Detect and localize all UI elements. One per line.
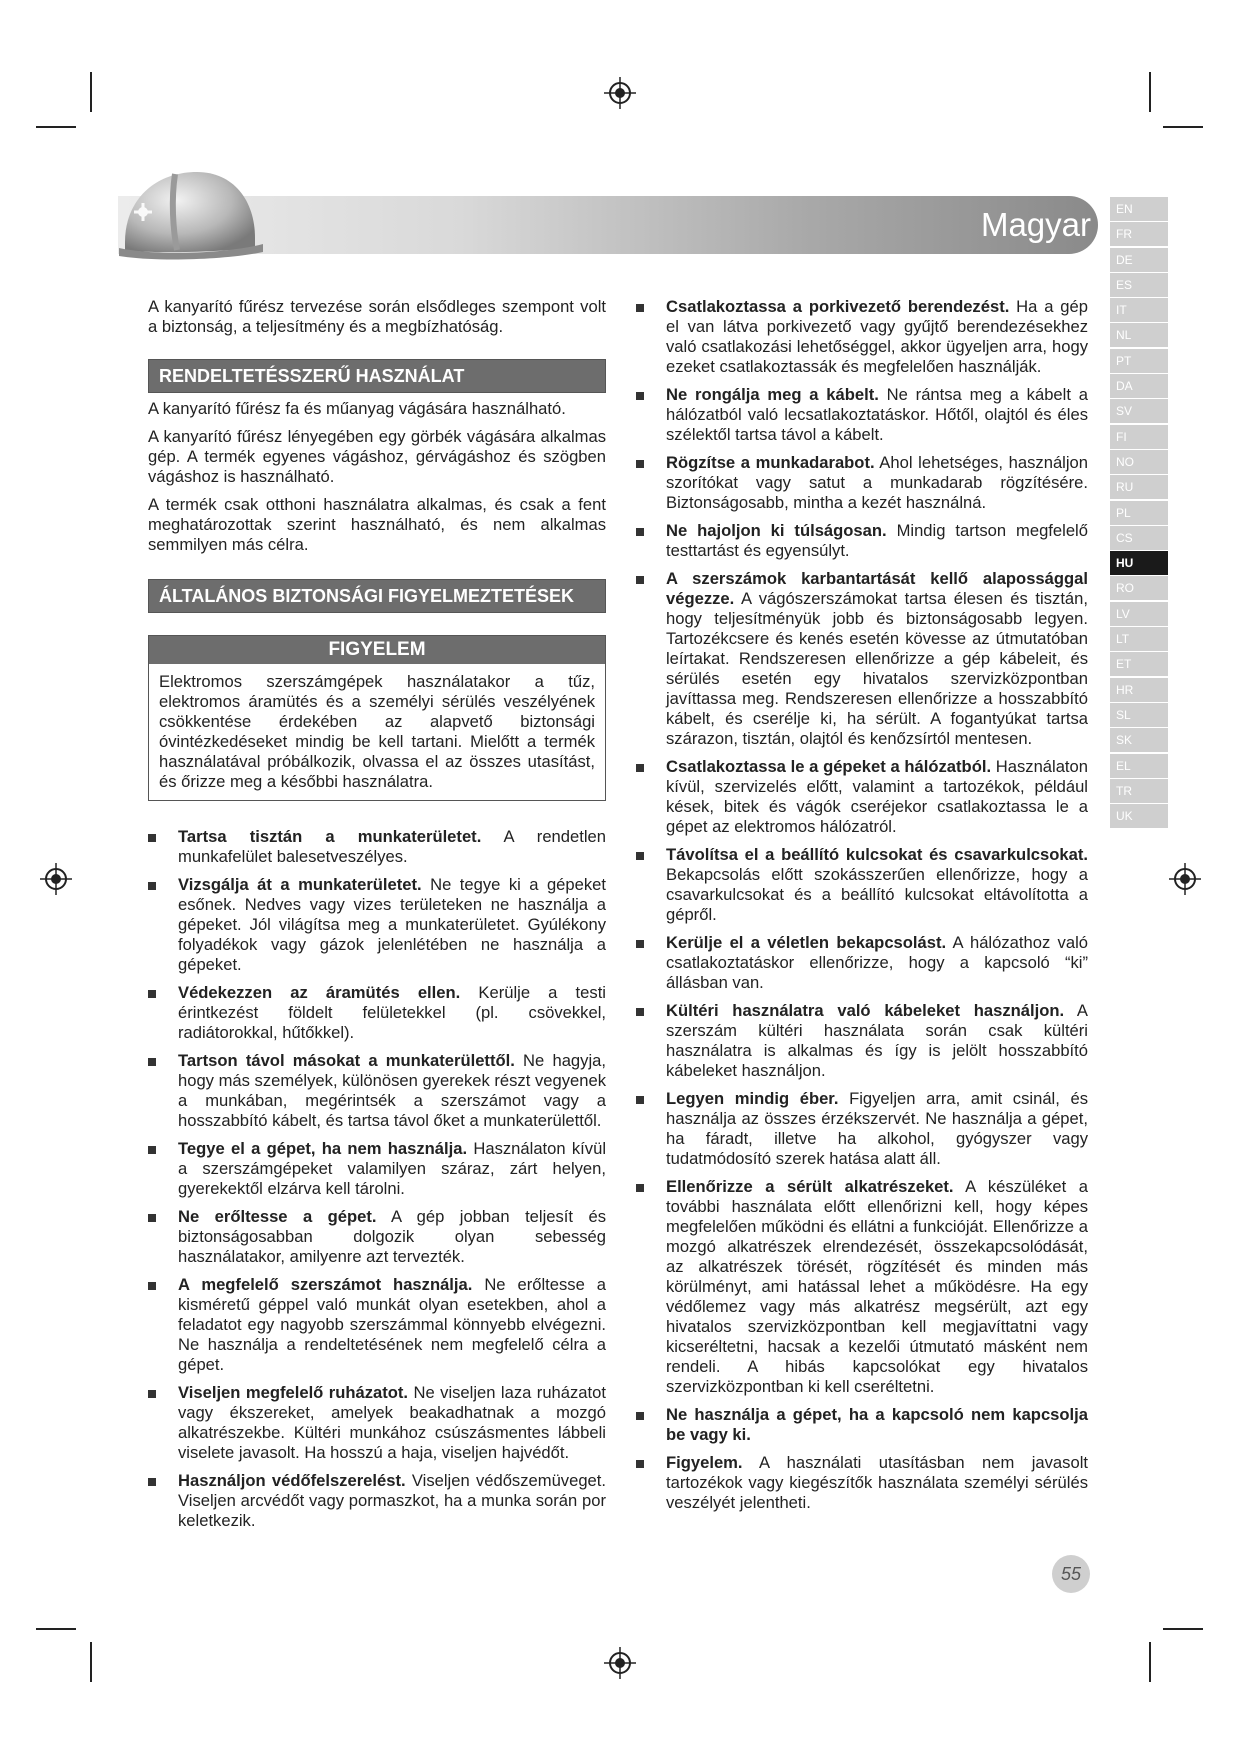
bullet-text: Ahol lehetséges, használjon szorítókat vagy satut a munkadarab rögzítésére. Biztonságosabb, mintha a kezét használná. bbox=[666, 453, 1088, 512]
bullet-text: Ha a gép el van látva porkivezető vagy gyűjtő berendezésekhez való csatlakozási lehetőséggel, akkor ügyeljen arra, hogy ezeket csatlakoztassák és megfelelően használják. bbox=[666, 297, 1088, 376]
language-tab-es: ES bbox=[1110, 273, 1168, 297]
registration-mark-icon bbox=[603, 76, 637, 110]
crop-mark bbox=[90, 1642, 92, 1682]
language-tab-fr: FR bbox=[1110, 222, 1168, 246]
bullet-heading: Ne rongálja meg a kábelt. bbox=[666, 385, 879, 404]
language-tab-hu: HU bbox=[1110, 551, 1168, 575]
bullet-item bbox=[148, 983, 606, 1043]
bullet-text: Ne viseljen laza ruházatot vagy ékszereket, amelyek beakadhatnak a mozgó alkatrészekbe. Kültéri munkához csúszásmentes lábbeli viselete javasolt. Ha hosszú a haja, viseljen hajvédőt. bbox=[178, 1383, 606, 1462]
bullet-item bbox=[636, 521, 1088, 561]
crop-mark bbox=[1149, 72, 1151, 112]
bullet-heading: Távolítsa el a beállító kulcsokat és csavarkulcsokat. bbox=[666, 845, 1088, 864]
warning-title: FIGYELEM bbox=[149, 636, 605, 664]
bullet-heading: Használjon védőfelszerelést. bbox=[178, 1471, 406, 1490]
language-tab-it: IT bbox=[1110, 298, 1168, 322]
bullet-heading: Csatlakoztassa a porkivezető berendezést. bbox=[666, 297, 1010, 316]
language-tab-ru: RU bbox=[1110, 475, 1168, 499]
bullet-text: A vágószerszámokat tartsa élesen és tisztán, hogy teljesítményük jobb és biztonságosabb legyen. Tartozékcsere és kenés esetén kövesse az útmutatóban leírtakat. Rendszeresen ellenőrizze a gép kábeleit, és sérülés esetén egy hivatalos szervizközpontban javíttassa meg. Rendszeresen ellenőrizze a hosszabbító kábelt, és cserélje ki, ha sérült. A fogantyúkat tartsa szárazon, tisztán, olajtól és kenőzsírtól mentesen. bbox=[666, 589, 1088, 748]
section-title-general-safety: ÁLTALÁNOS BIZTONSÁGI FIGYELMEZTETÉSEK bbox=[148, 579, 606, 613]
language-tab-en: EN bbox=[1110, 197, 1168, 221]
right-bullet-list bbox=[636, 297, 1088, 1513]
language-tab-pl: PL bbox=[1110, 501, 1168, 525]
bullet-text: Figyeljen arra, amit csinál, és használja az összes érzékszervét. Ne használja a gépet, ha fáradt, illetve ha alkohol, gyógyszer vagy tudatmódosító szerek hatása alatt áll. bbox=[666, 1089, 1088, 1168]
header-banner bbox=[118, 196, 1098, 254]
bullet-heading: Tartson távol másokat a munkaterülettől. bbox=[178, 1051, 515, 1070]
language-tab-pt: PT bbox=[1110, 349, 1168, 373]
bullet-heading: A szerszámok karbantartását kellő alapossággal végezze. bbox=[666, 569, 1088, 608]
bullet-item bbox=[148, 1471, 606, 1531]
bullet-item bbox=[148, 1051, 606, 1131]
language-tab-et: ET bbox=[1110, 652, 1168, 676]
crop-mark bbox=[1149, 1642, 1151, 1682]
bullet-item bbox=[148, 1275, 606, 1375]
bullet-text: Ne tegye ki a gépeket esőnek. Nedves vagy vizes területeken ne használja a gépeket. Jól világítsa meg a munkaterületet. Gyúlékony folyadékok vagy gázok jelenlétében ne használja a gépeket. bbox=[178, 875, 606, 974]
bullet-heading: Viseljen megfelelő ruházatot. bbox=[178, 1383, 409, 1402]
language-tab-tr: TR bbox=[1110, 779, 1168, 803]
bullet-text: Viseljen védőszemüveget. Viseljen arcvédőt vagy pormaszkot, ha a munka során por keletkezik. bbox=[178, 1471, 607, 1530]
bullet-heading: Csatlakoztassa le a gépeket a hálózatból. bbox=[666, 757, 992, 776]
bullet-item bbox=[636, 297, 1088, 377]
language-tab-da: DA bbox=[1110, 374, 1168, 398]
warning-text: Elektromos szerszámgépek használatakor a tűz, elektromos áramütés és a személyi sérülés veszélyének csökkentése érdekében az alapvető biztonsági óvintézkedéseket mindig be kell tartani. Mielőtt a termék használatával próbálkozik, olvassa el az összes utasítást, és őrizze meg a későbbi használatra. bbox=[159, 672, 595, 791]
registration-mark-icon bbox=[603, 1646, 637, 1680]
intro-paragraph: A kanyarító fűrész tervezése során elsődleges szempont volt a biztonság, a teljesítmény és a megbízhatóság. bbox=[148, 297, 606, 336]
bullet-heading: A megfelelő szerszámot használja. bbox=[178, 1275, 473, 1294]
bullet-heading: Figyelem. bbox=[666, 1453, 743, 1472]
bullet-text: A szerszám kültéri használata során csak kültéri használatra is alkalmas és így is jelölt hosszabbító kábeleket használjon. bbox=[666, 1001, 1088, 1080]
bullet-heading: Ne használja a gépet, ha a kapcsoló nem kapcsolja be vagy ki. bbox=[666, 1405, 1088, 1444]
right-column bbox=[636, 297, 1088, 1521]
bullet-text: A hálózathoz való csatlakoztatáskor ellenőrizze, hogy a kapcsoló “ki” állásban van. bbox=[666, 933, 1088, 992]
bullet-heading: Ne erőltesse a gépet. bbox=[178, 1207, 377, 1226]
bullet-item bbox=[636, 1453, 1088, 1513]
bullet-item bbox=[636, 569, 1088, 749]
bullet-item bbox=[636, 1001, 1088, 1081]
bullet-heading: Legyen mindig éber. bbox=[666, 1089, 839, 1108]
crop-mark bbox=[36, 1628, 76, 1630]
bullet-heading: Vizsgálja át a munkaterületet. bbox=[178, 875, 422, 894]
language-tab-lt: LT bbox=[1110, 627, 1168, 651]
helmet-icon bbox=[115, 160, 265, 260]
paragraph: A kanyarító fűrész fa és műanyag vágására használható. bbox=[148, 399, 566, 418]
page-number: 55 bbox=[1052, 1555, 1090, 1593]
bullet-item bbox=[636, 1405, 1088, 1445]
bullet-item bbox=[636, 1089, 1088, 1169]
bullet-text: Ne hagyja, hogy más személyek, különösen gyerekek részt vegyenek a munkában, megérintsék a szerszámot vagy a hosszabbító kábelt, és tartsa távol őket a munkaterülettől. bbox=[178, 1051, 606, 1130]
warning-box bbox=[148, 635, 606, 801]
bullet-text: Bekapcsolás előtt szokásszerűen ellenőrizze, hogy a csavarkulcsokat és a beállító kulcsokat eltávolította a gépről. bbox=[666, 865, 1088, 924]
language-tab-no: NO bbox=[1110, 450, 1168, 474]
bullet-heading: Rögzítse a munkadarabot. bbox=[666, 453, 875, 472]
bullet-text: Ne erőltesse a kisméretű géppel való munkát olyan esetekben, ahol a feladatot egy nagyobb szerszámmal könnyebb elvégezni. Ne használja a rendeltetésének nem megfelelő célra a gépet. bbox=[178, 1275, 606, 1374]
bullet-heading: Kerülje el a véletlen bekapcsolást. bbox=[666, 933, 947, 952]
bullet-item bbox=[148, 1383, 606, 1463]
language-tab-sl: SL bbox=[1110, 703, 1168, 727]
bullet-text: Használaton kívül a szerszámgépeket valamilyen száraz, zárt helyen, gyerekektől elzárva kell tárolni. bbox=[178, 1139, 606, 1198]
bullet-item bbox=[636, 757, 1088, 837]
crop-mark bbox=[36, 126, 76, 128]
bullet-item bbox=[148, 1139, 606, 1199]
bullet-text: A rendetlen munkafelület balesetveszélyes. bbox=[178, 827, 607, 866]
bullet-text: Használaton kívül, szervizelés előtt, valamint a tartozékok, például kések, bitek és vágók cseréjekor csatlakoztassa le a gépet az elektromos hálózatról. bbox=[666, 757, 1089, 836]
registration-mark-icon bbox=[1168, 862, 1202, 896]
crop-mark bbox=[1163, 1628, 1203, 1630]
paragraph: A termék csak otthoni használatra alkalmas, és csak a fent meghatározottak szerint használható, és nem alkalmas semmilyen más célra. bbox=[148, 495, 606, 554]
bullet-item bbox=[636, 453, 1088, 513]
bullet-item bbox=[636, 385, 1088, 445]
bullet-text: Kerülje a testi érintkezést földelt felületekkel (pl. csövekkel, radiátorokkal, hűtőkkel). bbox=[178, 983, 606, 1042]
page-language-title: Magyar bbox=[980, 206, 1091, 243]
language-tab-nl: NL bbox=[1110, 323, 1168, 347]
bullet-item bbox=[636, 1177, 1088, 1397]
language-tab-sv: SV bbox=[1110, 399, 1168, 423]
bullet-heading: Védekezzen az áramütés ellen. bbox=[178, 983, 461, 1002]
left-bullet-list bbox=[148, 827, 606, 1531]
left-column bbox=[148, 297, 606, 1539]
language-tab-uk: UK bbox=[1110, 804, 1168, 828]
language-tab-cs: CS bbox=[1110, 526, 1168, 550]
crop-mark bbox=[90, 72, 92, 112]
language-tab-ro: RO bbox=[1110, 576, 1168, 600]
bullet-text: Ne rántsa meg a kábelt a hálózatból való lecsatlakoztatáskor. Hőtől, olajtól és éles szélektől tartsa távol a kábelt. bbox=[666, 385, 1088, 444]
bullet-item bbox=[636, 933, 1088, 993]
bullet-text: Mindig tartson megfelelő testtartást és egyensúlyt. bbox=[666, 521, 1088, 560]
language-tab-fi: FI bbox=[1110, 425, 1168, 449]
language-tabs bbox=[1110, 197, 1168, 829]
crop-mark bbox=[1163, 126, 1203, 128]
bullet-heading: Tartsa tisztán a munkaterületet. bbox=[178, 827, 482, 846]
language-tab-sk: SK bbox=[1110, 728, 1168, 752]
language-tab-el: EL bbox=[1110, 754, 1168, 778]
section-title-intended-use: RENDELTETÉSSZERŰ HASZNÁLAT bbox=[148, 359, 606, 393]
bullet-item bbox=[636, 845, 1088, 925]
bullet-heading: Kültéri használatra való kábeleket használjon. bbox=[666, 1001, 1065, 1020]
language-tab-de: DE bbox=[1110, 248, 1168, 272]
bullet-item bbox=[148, 1207, 606, 1267]
bullet-heading: Ellenőrizze a sérült alkatrészeket. bbox=[666, 1177, 954, 1196]
bullet-text: A gép jobban teljesít és biztonságosabban dolgozik olyan sebesség használatakor, amilyenre azt tervezték. bbox=[178, 1207, 606, 1266]
language-tab-hr: HR bbox=[1110, 678, 1168, 702]
registration-mark-icon bbox=[39, 862, 73, 896]
language-tab-lv: LV bbox=[1110, 602, 1168, 626]
bullet-item bbox=[148, 827, 606, 867]
bullet-heading: Tegye el a gépet, ha nem használja. bbox=[178, 1139, 468, 1158]
paragraph: A kanyarító fűrész lényegében egy görbék vágására alkalmas gép. A termék egyenes vágáshoz, gérvágáshoz és szögben vágáshoz is használható. bbox=[148, 427, 606, 486]
bullet-item bbox=[148, 875, 606, 975]
bullet-text: A készüléket a további használata előtt ellenőrizni kell, hogy képes megfelelően működni és ellátni a funkcióját. Ellenőrizze a mozgó alkatrészek elrendezését, összekapcsolódását, az alkatrészek törését, rögzítését és minden más körülményt, ami hatással lehet a működésre. Ha egy védőlemez vagy más alkatrész megsérült, azt egy hivatalos szervizközpontban kell megjavíttatni vagy kicseréltetni, hacsak a kezelői útmutató másként nem rendeli. A hibás kapcsolókat egy hivatalos szervizközpontban ki kell cseréltetni. bbox=[666, 1177, 1088, 1396]
bullet-text: A használati utasításban nem javasolt tartozékok vagy kiegészítők használata személyi sérülés veszélyét jelentheti. bbox=[666, 1453, 1088, 1512]
bullet-heading: Ne hajoljon ki túlságosan. bbox=[666, 521, 887, 540]
